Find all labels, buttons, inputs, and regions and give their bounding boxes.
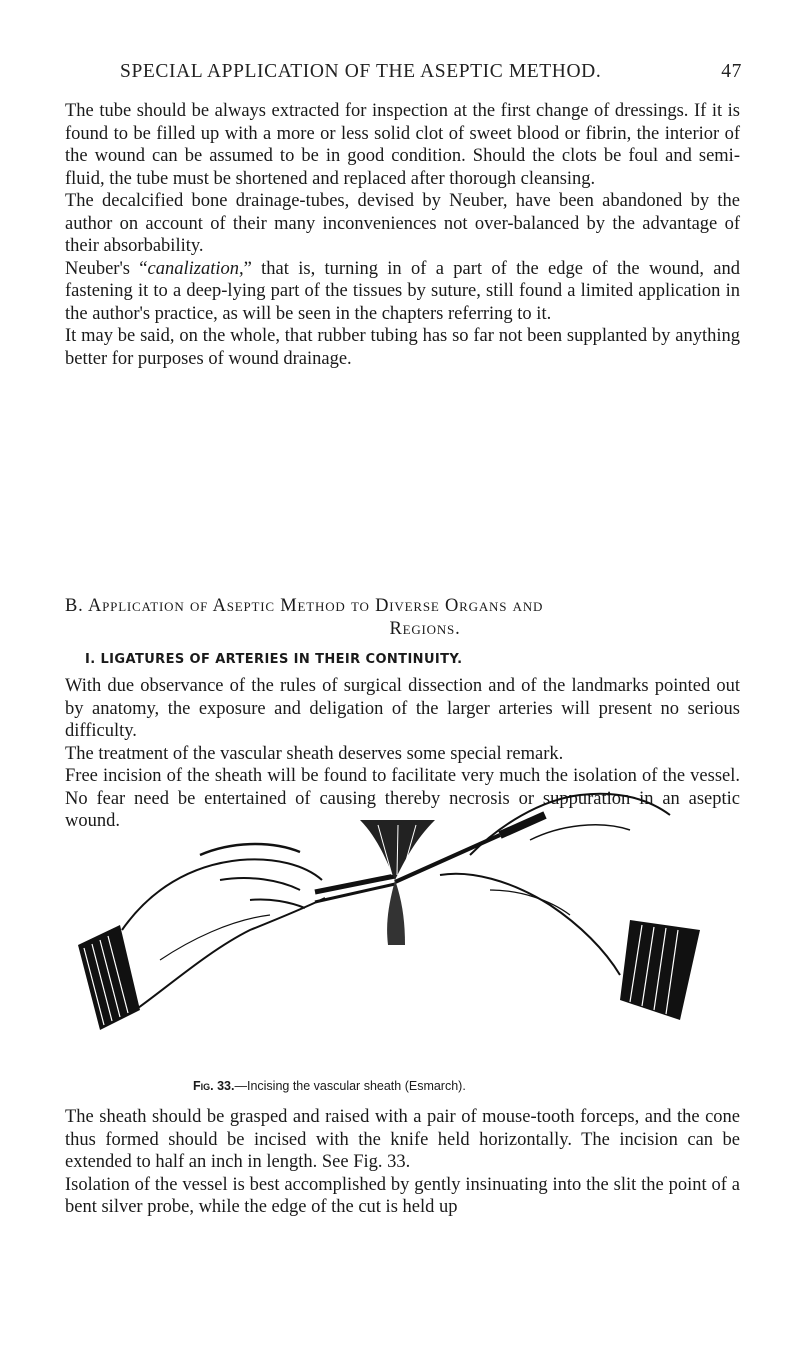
instruments — [315, 815, 545, 902]
section-b-line1: B. Application of Aseptic Method to Diverse Organs and — [65, 596, 544, 616]
page-number: 47 — [721, 61, 742, 82]
canalization-post: ” that is, turning in of a part of the edge of the wound, and fastening it to a deep-lying part of the tissues by suture, still found a limited application in the author's practice, as will be seen in the chapters referring to it. — [65, 258, 740, 324]
canalization-term: canalization, — [147, 258, 244, 279]
right-cuff — [620, 920, 700, 1020]
paragraph-landmarks: With due observance of the rules of surgical dissection and of the landmarks pointed out by anatomy, the exposure and deligation of the larger arteries will present no serious difficulty. — [65, 676, 740, 741]
running-head-title: SPECIAL APPLICATION OF THE ASEPTIC METHOD. — [120, 61, 602, 82]
figure-illustration — [60, 780, 730, 1080]
paragraph-isolation: Isolation of the vessel is best accomplished by gently insinuating into the slit the point of a bent silver probe, while the edge of the cut is held up — [65, 1174, 740, 1217]
canalization-pre: Neuber's “ — [65, 258, 148, 279]
figure-caption-text: —Incising the vascular sheath (Esmarch). — [234, 1079, 466, 1093]
section-b-heading — [65, 595, 745, 640]
paragraph-rubber-tubing: It may be said, on the whole, that rubber tubing has so far not been supplanted by anything better for purposes of wound drainage. — [65, 326, 740, 369]
left-cuff — [78, 925, 140, 1030]
paragraph-tube-inspection: The tube should be always extracted for inspection at the first change of dressings. If it is found to be filled up with a more or less solid clot of sweet blood or fibrin, the interior of the wound can be assumed to be in good condition. Should the clots be foul and semi-fluid, the tube must be shortened and replaced after thorough cleansing. — [65, 101, 740, 189]
paragraph-decalcified-tubes: The decalcified bone drainage-tubes, devised by Neuber, have been abandoned by the author on account of their many inconveniences not over-balanced by the advantage of their absorbability. — [65, 191, 740, 256]
top-text-block — [65, 100, 740, 370]
figure-caption — [193, 1079, 466, 1093]
left-hand — [122, 844, 325, 1008]
paragraph-vascular-sheath: The treatment of the vascular sheath deserves some special remark. — [65, 743, 564, 764]
paragraph-free-incision: Free incision of the sheath will be found to facilitate very much the isolation of the vessel. No fear need be entertained of causing thereby necrosis or suppuration in an aseptic wound. — [65, 766, 740, 831]
section-b-line2: Regions. — [389, 618, 461, 639]
paragraph-grasp-sheath: The sheath should be grasped and raised with a pair of mouse-tooth forceps, and the cone thus formed should be incised with the knife held horizontally. The incision can be extended to half an inch in length. See Fig. 33. — [65, 1107, 740, 1172]
paragraph-canalization — [65, 258, 740, 326]
bottom-text-block — [65, 1106, 740, 1219]
section-i-heading: I. LIGATURES OF ARTERIES IN THEIR CONTINUITY. — [85, 652, 463, 667]
figure-label: Fig. 33. — [193, 1079, 235, 1093]
